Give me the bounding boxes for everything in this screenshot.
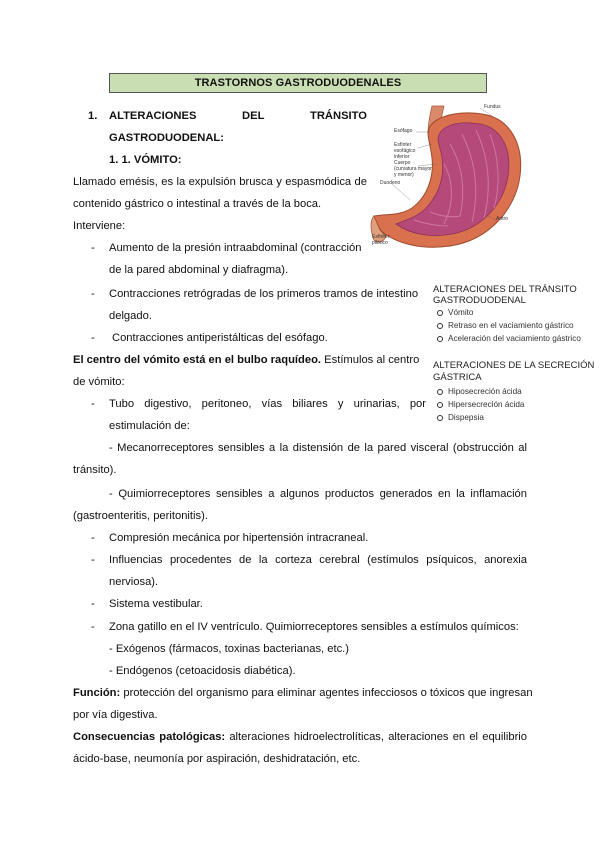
document-title: TRASTORNOS GASTRODUODENALES [109,73,487,93]
sidebar-group1-item: Aceleración del vaciamiento gástrico [437,334,581,344]
sidebar-group2-item: Hiposecreción ácida [437,387,522,397]
estimulo-vestibular: Sistema vestibular. [109,598,203,610]
section-number: 1. [88,110,98,122]
sidebar-group1-title: ALTERACIONES DEL TRÁNSITO [433,284,577,295]
figure-label-fundus: Fundus [484,104,501,110]
interviene-item-3: Contracciones antiperistálticas del esófago. [112,332,328,344]
interviene-item-1: Aumento de la presión intraabdominal (contracción [109,242,362,254]
endogenos: - Endógenos (cetoacidosis diabética). [109,665,296,677]
para1-line1: Llamado emésis, es la expulsión brusca y espasmódica de [73,176,367,188]
interviene-item-2-cont: delgado. [109,310,152,322]
dash-bullet: - [91,621,95,633]
dash-bullet: - [91,532,95,544]
circle-bullet-icon [437,402,443,408]
exogenos: - Exógenos (fármacos, toxinas bacterianas, etc.) [109,643,350,655]
section-heading-line2: GASTRODUODENAL: [109,132,224,144]
circle-bullet-icon [437,389,443,395]
consecuencias-line1: Consecuencias patológicas: alteraciones hidroelectrolíticas, alteraciones en el equilibrio [73,731,527,743]
consecuencias-line2: ácido-base, neumonía por aspiración, deshidratación, etc. [73,753,361,765]
sidebar-group2-title-l2: GÁSTRICA [433,372,482,383]
estimulo-compresion: Compresión mecánica por hipertensión intracraneal. [109,532,369,544]
para1-line2: contenido gástrico o intestinal a través de la boca. [73,198,322,210]
sidebar-group1-title-l2: GASTRODUODENAL [433,295,526,306]
dash-bullet: - [91,242,95,254]
mecano-line1: - Mecanorreceptores sensibles a la distensión de la pared visceral (obstrucción al [109,442,527,454]
figure-label-esfinter-esofagico: Esfínter esofágico inferior [394,142,416,160]
circle-bullet-icon [437,310,443,316]
mecano-line2: tránsito). [73,464,117,476]
figure-label-cuerpo: Cuerpo (curvatura mayor y menor) [394,160,432,178]
dash-bullet: - [91,332,95,344]
centro-line2: de vómito: [73,376,125,388]
stomach-illustration [370,104,530,254]
figure-label-antro: Antro [496,216,508,222]
sidebar-group1-item: Vómito [437,308,473,318]
centro-line1: El centro del vómito está en el bulbo raquídeo. Estímulos al centro [73,354,420,366]
quimio-line1: - Quimiorreceptores sensibles a algunos productos generados en la inflamación [109,488,527,500]
sidebar-group2-title: ALTERACIONES DE LA SECRECIÓN [433,360,595,371]
figure-label-esofago: Esófago [394,128,413,134]
dash-bullet: - [91,288,95,300]
estimulo-corteza-cont: nerviosa). [109,576,159,588]
subheading-vomito: 1. 1. VÓMITO: [109,154,182,166]
para1-line3: Interviene: [73,220,126,232]
interviene-item-1-cont: de la pared abdominal y diafragma). [109,264,289,276]
figure-label-duodeno: Duodeno [380,180,401,186]
dash-bullet: - [91,554,95,566]
funcion-line2: por vía digestiva. [73,709,158,721]
funcion-line1: Función: protección del organismo para eliminar agentes infecciosos o tóxicos que ingresan [73,687,533,699]
sidebar-group2-item: Hipersecreción ácida [437,400,524,410]
sidebar-group2-item: Dispepsia [437,413,484,423]
estimulo-corteza: Influencias procedentes de la corteza cerebral (estímulos psíquicos, anorexia [109,554,527,566]
circle-bullet-icon [437,336,443,342]
sidebar-group1-item: Retraso en el vaciamiento gástrico [437,321,574,331]
quimio-line2: (gastroenteritis, peritonitis). [73,510,208,522]
dash-bullet: - [91,598,95,610]
circle-bullet-icon [437,415,443,421]
estimulo-zona-gatillo: Zona gatillo en el IV ventrículo. Quimiorreceptores sensibles a estímulos químicos: [109,621,519,633]
dash-bullet: - [91,398,95,410]
section-heading: ALTERACIONES DEL TRÁNSITO [109,110,367,122]
tubo-line1: Tubo digestivo, peritoneo, vías biliares y urinarias, por [109,398,426,410]
tubo-line2: estimulación de: [109,420,190,432]
circle-bullet-icon [437,323,443,329]
figure-label-esfinter-pilorico: Esfínter pilórico [372,234,390,246]
interviene-item-2: Contracciones retrógradas de los primeros tramos de intestino [109,288,419,300]
